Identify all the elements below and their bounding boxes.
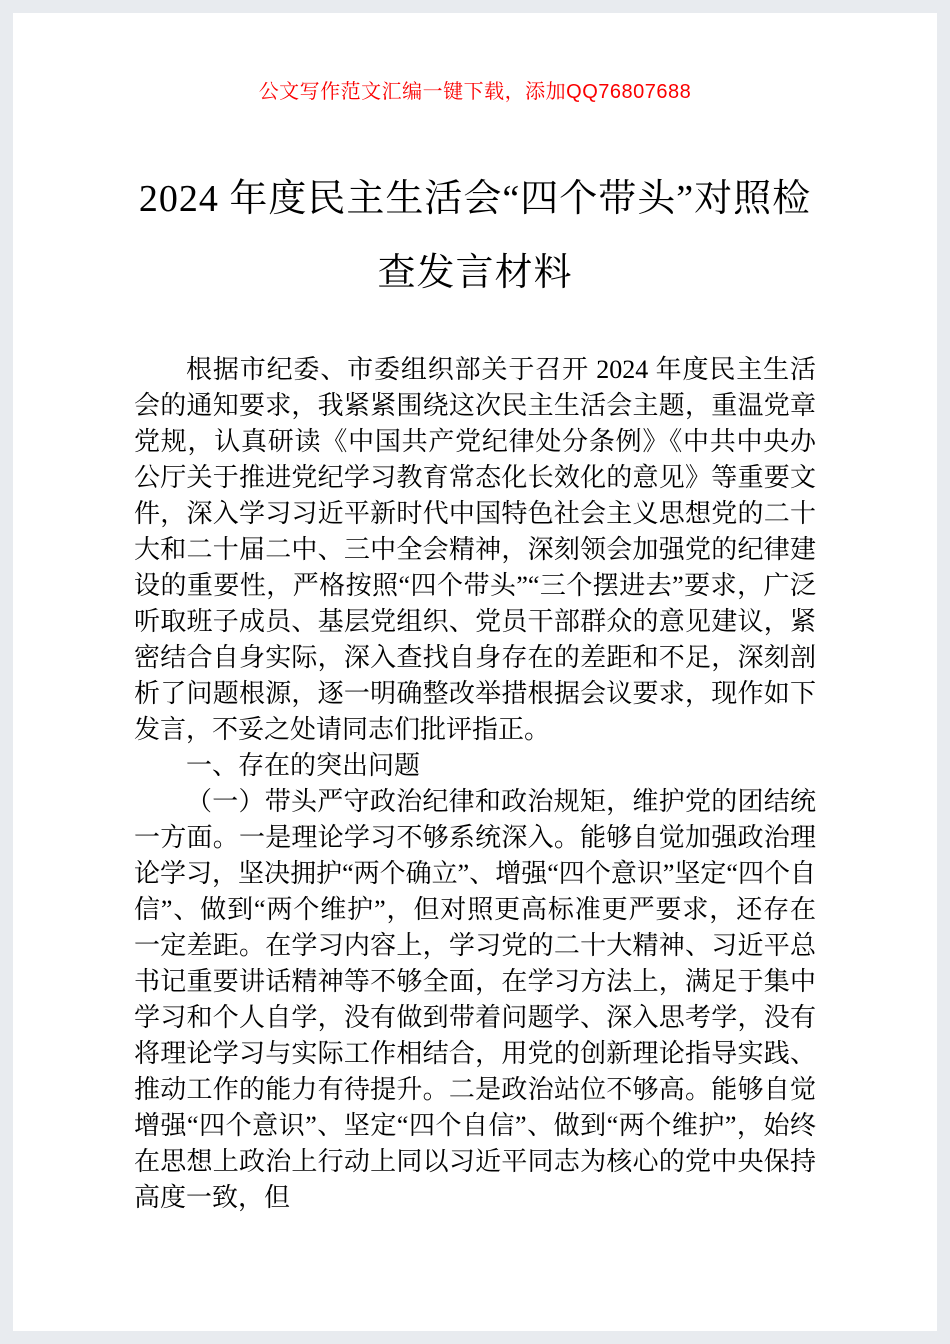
paragraph-section-one: （一）带头严守政治纪律和政治规矩，维护党的团结统一方面。一是理论学习不够系统深入。能够自觉加强政治理论学习，坚决拥护“两个确立”、增强“四个意识”坚定“四个自信”、做到“两个维护”，但对照更高标准更严要求，还存在一定差距。在学习内容上，学习党的二十大精神、习近平总书记重要讲话精神等不够全面，在学习方法上，满足于集中学习和个人自学，没有做到带着问题学、深入思考学，没有将理论学习与实际工作相结合，用党的创新理论指导实践、推动工作的能力有待提升。二是政治站位不够高。能够自觉增强“四个意识”、坚定“四个自信”、做到“两个维护”，始终在思想上政治上行动上同以习近平同志为核心的党中央保持高度一致，但 [134, 787, 816, 1212]
section-heading-problems: 一、存在的突出问题 [186, 751, 421, 780]
document-page [13, 13, 937, 1331]
paragraph-intro: 根据市纪委、市委组织部关于召开 2024 年度民主生活会的通知要求，我紧紧围绕这次民主生活会主题，重温党章党规，认真研读《中国共产党纪律处分条例》《中共中央办公厅关于推进党纪学习教育常态化长效化的意见》等重要文件，深入学习习近平新时代中国特色社会主义思想党的二十大和二十届二中、三中全会精神，深刻领会加强党的纪律建设的重要性，严格按照“四个带头”“三个摆进去”要求，广泛听取班子成员、基层党组织、党员干部群众的意见建议，紧密结合自身实际，深入查找自身存在的差距和不足，深刻剖析了问题根源，逐一明确整改举措根据会议要求，现作如下发言，不妥之处请同志们批评指正。 [134, 355, 816, 744]
title-line-1: 2024 年度民主生活会“四个带头”对照检 [138, 178, 812, 220]
promo-notice: 公文写作范文汇编一键下载，添加QQ76807688 [258, 81, 692, 103]
document-title [13, 162, 937, 310]
title-line-2: 查发言材料 [377, 252, 573, 294]
document-body [134, 352, 816, 1216]
